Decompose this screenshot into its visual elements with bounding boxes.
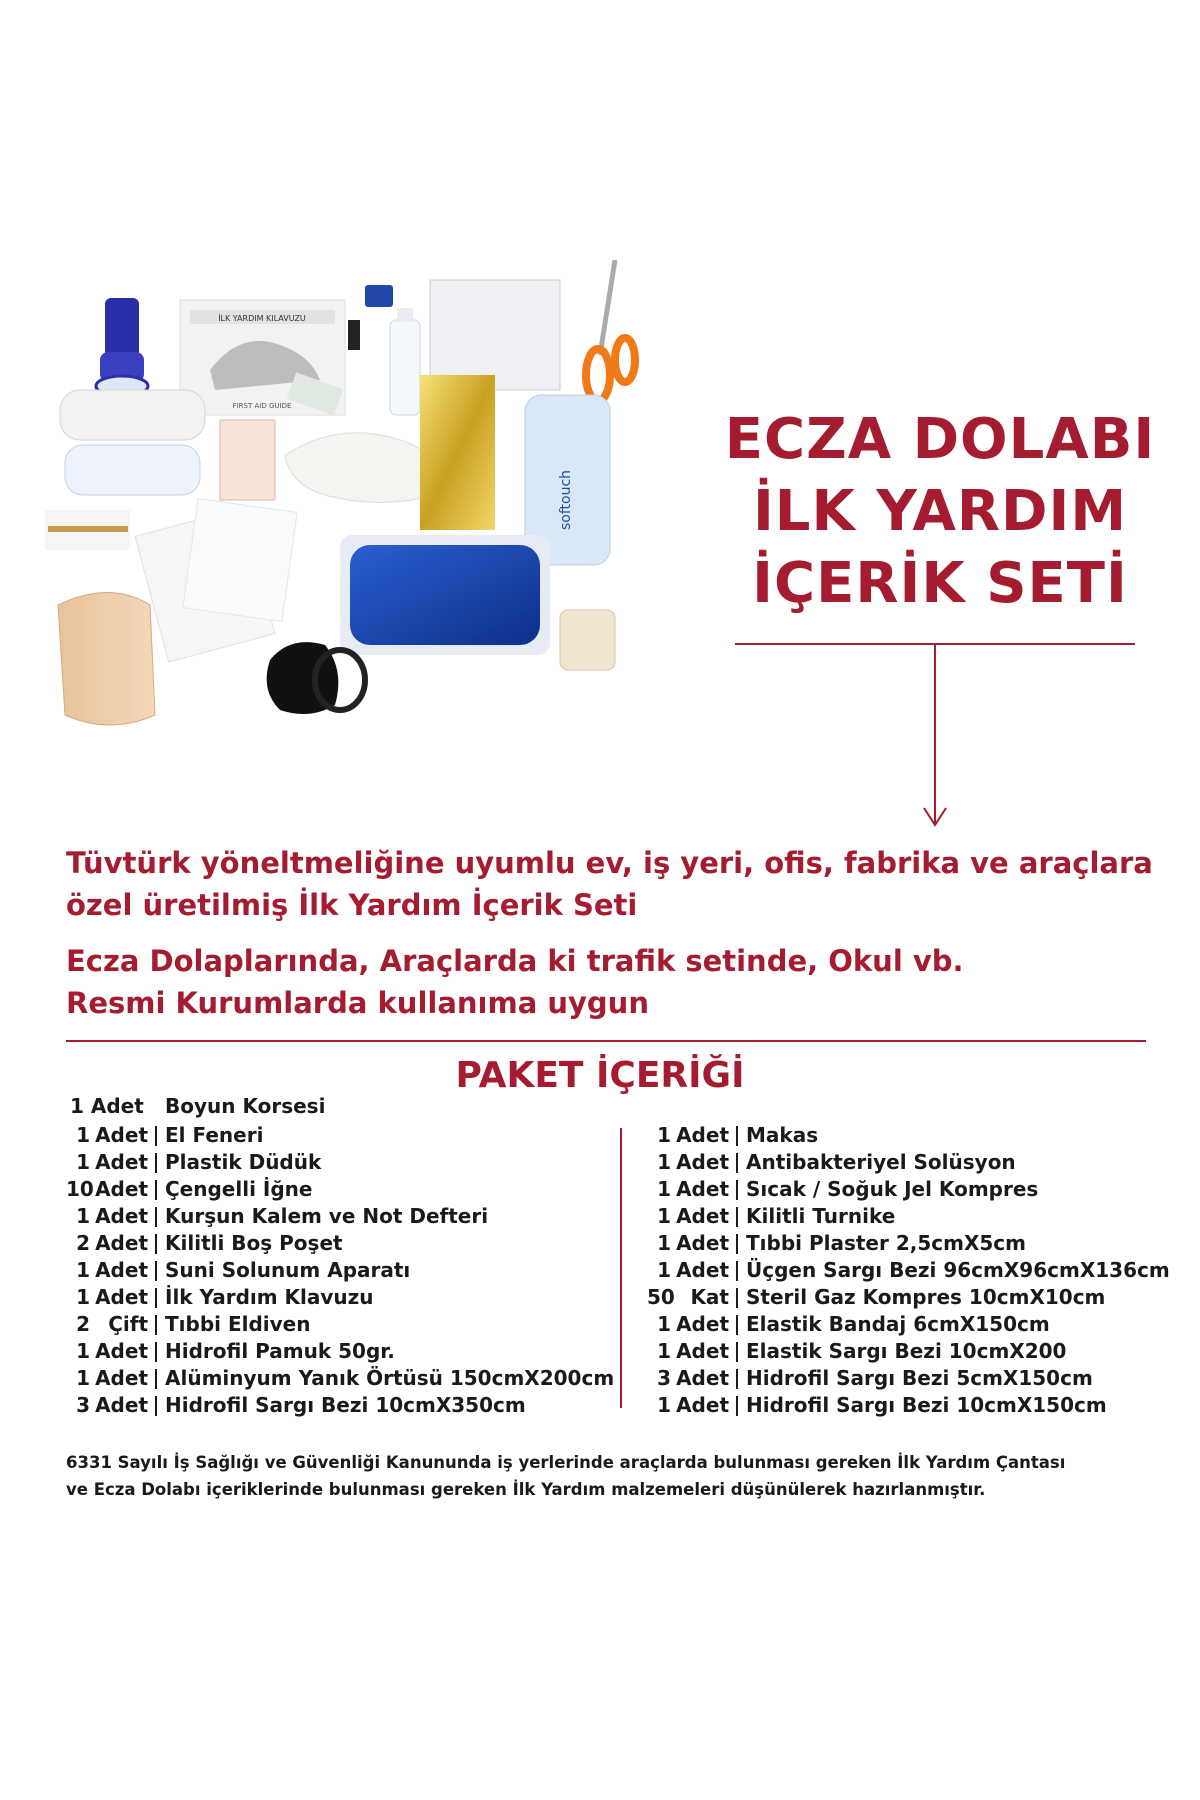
item-count: 1 [657, 1393, 671, 1417]
item-unit: Çift [108, 1312, 148, 1336]
item-separator [736, 1234, 738, 1254]
manual-footer: FIRST AID GUIDE [232, 402, 292, 410]
item-unit: Adet [95, 1285, 148, 1309]
item-count: 10 [66, 1177, 94, 1201]
item-separator [155, 1126, 157, 1146]
item-unit: Adet [95, 1339, 148, 1363]
item-name: Antibakteriyel Solüsyon [746, 1150, 1016, 1174]
item-name: Elastik Bandaj 6cmX150cm [746, 1312, 1050, 1336]
item-unit: Kat [690, 1285, 729, 1309]
item-name: Kilitli Boş Poşet [165, 1231, 343, 1255]
item-separator [736, 1315, 738, 1335]
column-divider [620, 1128, 622, 1408]
item-unit: Adet [95, 1204, 148, 1228]
item-name: İlk Yardım Klavuzu [165, 1285, 374, 1309]
item-count: 3 [657, 1366, 671, 1390]
plasters [220, 420, 275, 500]
item-name: Plastik Düdük [165, 1150, 322, 1174]
item-unit: Adet [95, 1258, 148, 1282]
item-separator [736, 1288, 738, 1308]
item-unit: Adet [95, 1150, 148, 1174]
item-count: 1 [657, 1312, 671, 1336]
item-separator [155, 1234, 157, 1254]
item-count: 1 [657, 1204, 671, 1228]
footnote-line-1: 6331 Sayılı İş Sağlığı ve Güvenliği Kanununda iş yerlerinde araçlarda bulunması gereken İlk Yardım Çantası [66, 1453, 1066, 1472]
package-title: PAKET İÇERİĞİ [455, 1055, 745, 1096]
item-count: 1 [76, 1366, 90, 1390]
item-unit: Adet [676, 1123, 729, 1147]
arrow-down-icon [920, 643, 950, 828]
scissors-icon [586, 260, 635, 401]
item-name: Tıbbi Eldiven [165, 1312, 311, 1336]
item-unit: Adet [676, 1393, 729, 1417]
item-separator [736, 1261, 738, 1281]
gloves [285, 433, 436, 503]
item-name: Boyun Korsesi [165, 1094, 326, 1118]
item-count: 2 [76, 1312, 90, 1336]
title-line-3: İÇERİK SETİ [752, 551, 1128, 616]
item-separator [155, 1396, 157, 1416]
item-name: Kilitli Turnike [746, 1204, 896, 1228]
item-name: Makas [746, 1123, 819, 1147]
item-separator [155, 1261, 157, 1281]
item-name: Hidrofil Sargı Bezi 5cmX150cm [746, 1366, 1093, 1390]
item-separator [736, 1369, 738, 1389]
item-count: 1 [76, 1339, 90, 1363]
item-unit: Adet [676, 1258, 729, 1282]
item-name: Sıcak / Soğuk Jel Kompres [746, 1177, 1039, 1201]
flashlight-icon [96, 298, 148, 396]
manual-title: İLK YARDIM KILAVUZU [218, 314, 306, 323]
item-unit: Adet [676, 1312, 729, 1336]
footnote-line-2: ve Ecza Dolabı içeriklerinde bulunması gereken İlk Yardım malzemeleri düşünülerek hazırlanmıştır. [66, 1480, 986, 1499]
section-divider [66, 1040, 1146, 1042]
item-separator [155, 1288, 157, 1308]
item-count: 1 [76, 1285, 90, 1309]
item-quantity: 1 Adet [70, 1094, 144, 1118]
item-separator [736, 1207, 738, 1227]
gel-compress [350, 545, 540, 645]
resuscitation-mask [267, 642, 365, 714]
description-line-4: Resmi Kurumlarda kullanıma uygun [66, 986, 649, 1020]
item-separator [155, 1342, 157, 1362]
plastic-bag [430, 280, 560, 390]
item-name: El Feneri [165, 1123, 264, 1147]
item-separator [155, 1180, 157, 1200]
item-name: Alüminyum Yanık Örtüsü 150cmX200cm [165, 1366, 615, 1390]
elastic-bandage [560, 610, 615, 670]
item-unit: Adet [95, 1123, 148, 1147]
item-unit: Adet [676, 1231, 729, 1255]
item-count: 50 [647, 1285, 675, 1309]
item-unit: Adet [676, 1204, 729, 1228]
item-count: 1 [657, 1123, 671, 1147]
item-count: 1 [657, 1150, 671, 1174]
title-line-2: İLK YARDIM [752, 479, 1128, 544]
item-name: Hidrofil Pamuk 50gr. [165, 1339, 395, 1363]
item-name: Suni Solunum Aparatı [165, 1258, 411, 1282]
item-separator [155, 1207, 157, 1227]
item-name: Hidrofil Sargı Bezi 10cmX150cm [746, 1393, 1107, 1417]
item-count: 1 [657, 1177, 671, 1201]
item-separator [736, 1180, 738, 1200]
item-count: 1 [76, 1258, 90, 1282]
item-separator [736, 1342, 738, 1362]
item-count: 1 [657, 1339, 671, 1363]
item-name: Hidrofil Sargı Bezi 10cmX350cm [165, 1393, 526, 1417]
item-separator [736, 1126, 738, 1146]
item-unit: Adet [95, 1366, 148, 1390]
whistle-icon [365, 285, 393, 307]
neck-collar [58, 593, 155, 726]
item-count: 2 [76, 1231, 90, 1255]
item-unit: Adet [676, 1150, 729, 1174]
item-count: 1 [657, 1231, 671, 1255]
description-line-1: Tüvtürk yöneltmeliğine uyumlu ev, iş yeri, ofis, fabrika ve araçlara [66, 846, 1153, 880]
item-separator [155, 1369, 157, 1389]
title-line-1: ECZA DOLABI [724, 407, 1156, 472]
item-name: Tıbbi Plaster 2,5cmX5cm [746, 1231, 1026, 1255]
item-count: 3 [76, 1393, 90, 1417]
item-name: Çengelli İğne [165, 1177, 313, 1201]
product-photo [40, 260, 720, 820]
description-line-3: Ecza Dolaplarında, Araçlarda ki trafik setinde, Okul vb. [66, 944, 964, 978]
item-unit: Adet [676, 1366, 729, 1390]
item-name: Elastik Sargı Bezi 10cmX200 [746, 1339, 1067, 1363]
item-count: 1 [657, 1258, 671, 1282]
bandage-roll [60, 390, 205, 440]
item-separator [155, 1153, 157, 1173]
item-count: 1 [76, 1150, 90, 1174]
item-name: Üçgen Sargı Bezi 96cmX96cmX136cm [746, 1258, 1170, 1282]
description-line-2: özel üretilmiş İlk Yardım İçerik Seti [66, 888, 638, 922]
emergency-blanket [420, 375, 495, 530]
item-name: Steril Gaz Kompres 10cmX10cm [746, 1285, 1106, 1309]
item-unit: Adet [95, 1393, 148, 1417]
item-unit: Adet [676, 1339, 729, 1363]
item-unit: Adet [95, 1177, 148, 1201]
item-unit: Adet [95, 1231, 148, 1255]
item-name: Kurşun Kalem ve Not Defteri [165, 1204, 489, 1228]
item-separator [155, 1315, 157, 1335]
item-unit: Adet [676, 1177, 729, 1201]
item-separator [736, 1396, 738, 1416]
item-count: 1 [76, 1123, 90, 1147]
item-separator [736, 1153, 738, 1173]
item-count: 1 [76, 1204, 90, 1228]
solution-bottle [390, 308, 420, 415]
cold-pack-label: softouch [558, 469, 574, 531]
